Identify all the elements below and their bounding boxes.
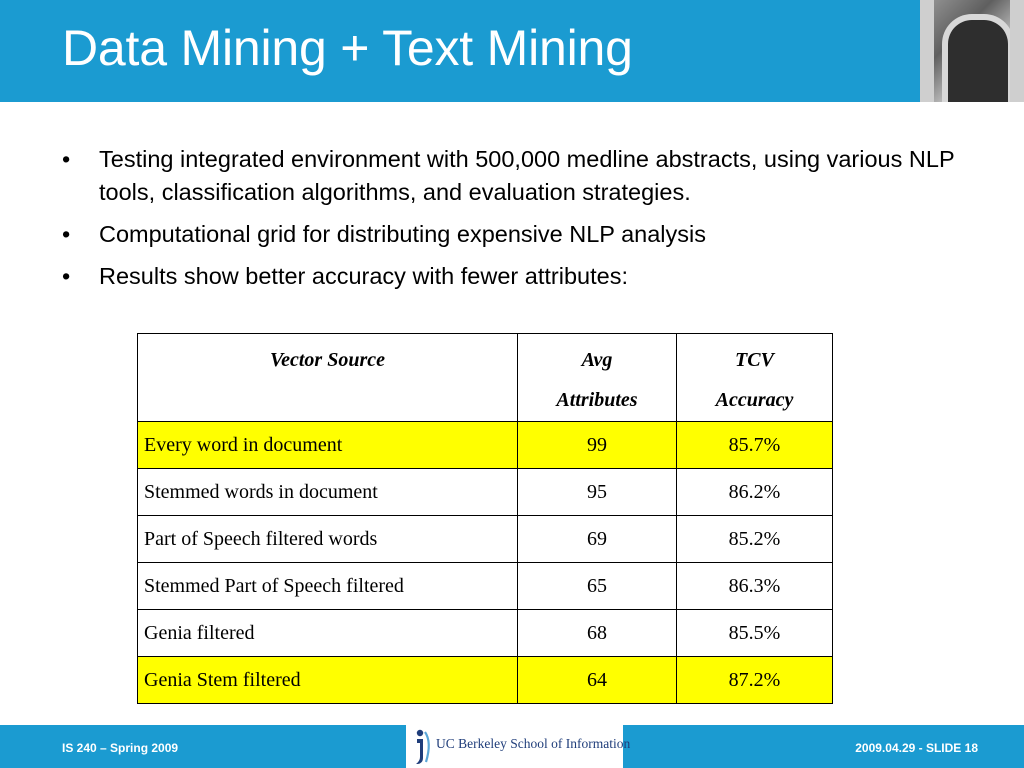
footer-course: IS 240 – Spring 2009 (62, 741, 179, 755)
cell-source: Part of Speech filtered words (138, 516, 518, 563)
table-row (138, 610, 833, 657)
cell-attributes: 95 (518, 469, 677, 516)
cell-source: Stemmed words in document (138, 469, 518, 516)
cell-accuracy: 85.7% (677, 422, 833, 469)
table-row (138, 516, 833, 563)
cell-source: Genia filtered (138, 610, 518, 657)
table-row (138, 469, 833, 516)
cell-source: Every word in document (138, 422, 518, 469)
cell-accuracy: 86.3% (677, 563, 833, 610)
cell-accuracy: 85.5% (677, 610, 833, 657)
footer-bar (0, 725, 1024, 768)
cell-accuracy: 85.2% (677, 516, 833, 563)
logo-text: UC Berkeley School of Information (436, 736, 631, 751)
bullet-list (62, 143, 962, 302)
results-table (137, 333, 833, 704)
table-row (138, 422, 833, 469)
table-header-row (138, 334, 833, 422)
table-body (138, 422, 833, 704)
bullet-text: Computational grid for distributing expensive NLP analysis (99, 221, 706, 247)
photo-arch (942, 14, 1014, 102)
bullet-text: Results show better accuracy with fewer attributes: (99, 263, 628, 289)
bullet-item (62, 143, 962, 209)
bullet-item (62, 260, 962, 293)
cell-attributes: 99 (518, 422, 677, 469)
ischool-logo (406, 725, 631, 768)
bullet-text: Testing integrated environment with 500,000 medline abstracts, using various NLP tools, classification algorithms, and evaluation strategies. (99, 146, 955, 205)
cell-attributes: 65 (518, 563, 677, 610)
cell-source: Stemmed Part of Speech filtered (138, 563, 518, 610)
bullet-dot: • (62, 221, 71, 247)
footer-slide-info: 2009.04.29 - SLIDE 18 (855, 741, 978, 755)
table-row (138, 657, 833, 704)
header-tcv-line1: TCV (735, 349, 774, 371)
bullet-dot: • (62, 263, 71, 289)
title-bar (0, 0, 1024, 102)
photo-pillar-right (1010, 0, 1024, 102)
bullet-dot: • (62, 146, 71, 172)
table-row (138, 563, 833, 610)
cell-accuracy: 87.2% (677, 657, 833, 704)
header-avg-line1: Avg (581, 349, 613, 371)
header-avg-line2: Attributes (556, 389, 638, 411)
cell-attributes: 64 (518, 657, 677, 704)
header-tcv-line2: Accuracy (715, 389, 794, 411)
header-tcv-accuracy (677, 334, 833, 422)
bullet-item (62, 218, 962, 251)
header-avg-attributes (518, 334, 677, 422)
photo-pillar-left (920, 0, 934, 102)
cell-attributes: 69 (518, 516, 677, 563)
header-vector-source (138, 334, 518, 422)
campus-building-photo (920, 0, 1024, 102)
cell-source: Genia Stem filtered (138, 657, 518, 704)
cell-accuracy: 86.2% (677, 469, 833, 516)
cell-attributes: 68 (518, 610, 677, 657)
slide-title: Data Mining + Text Mining (62, 20, 633, 76)
ischool-i-logo-icon (414, 728, 434, 765)
header-vector-source-label: Vector Source (270, 349, 385, 371)
